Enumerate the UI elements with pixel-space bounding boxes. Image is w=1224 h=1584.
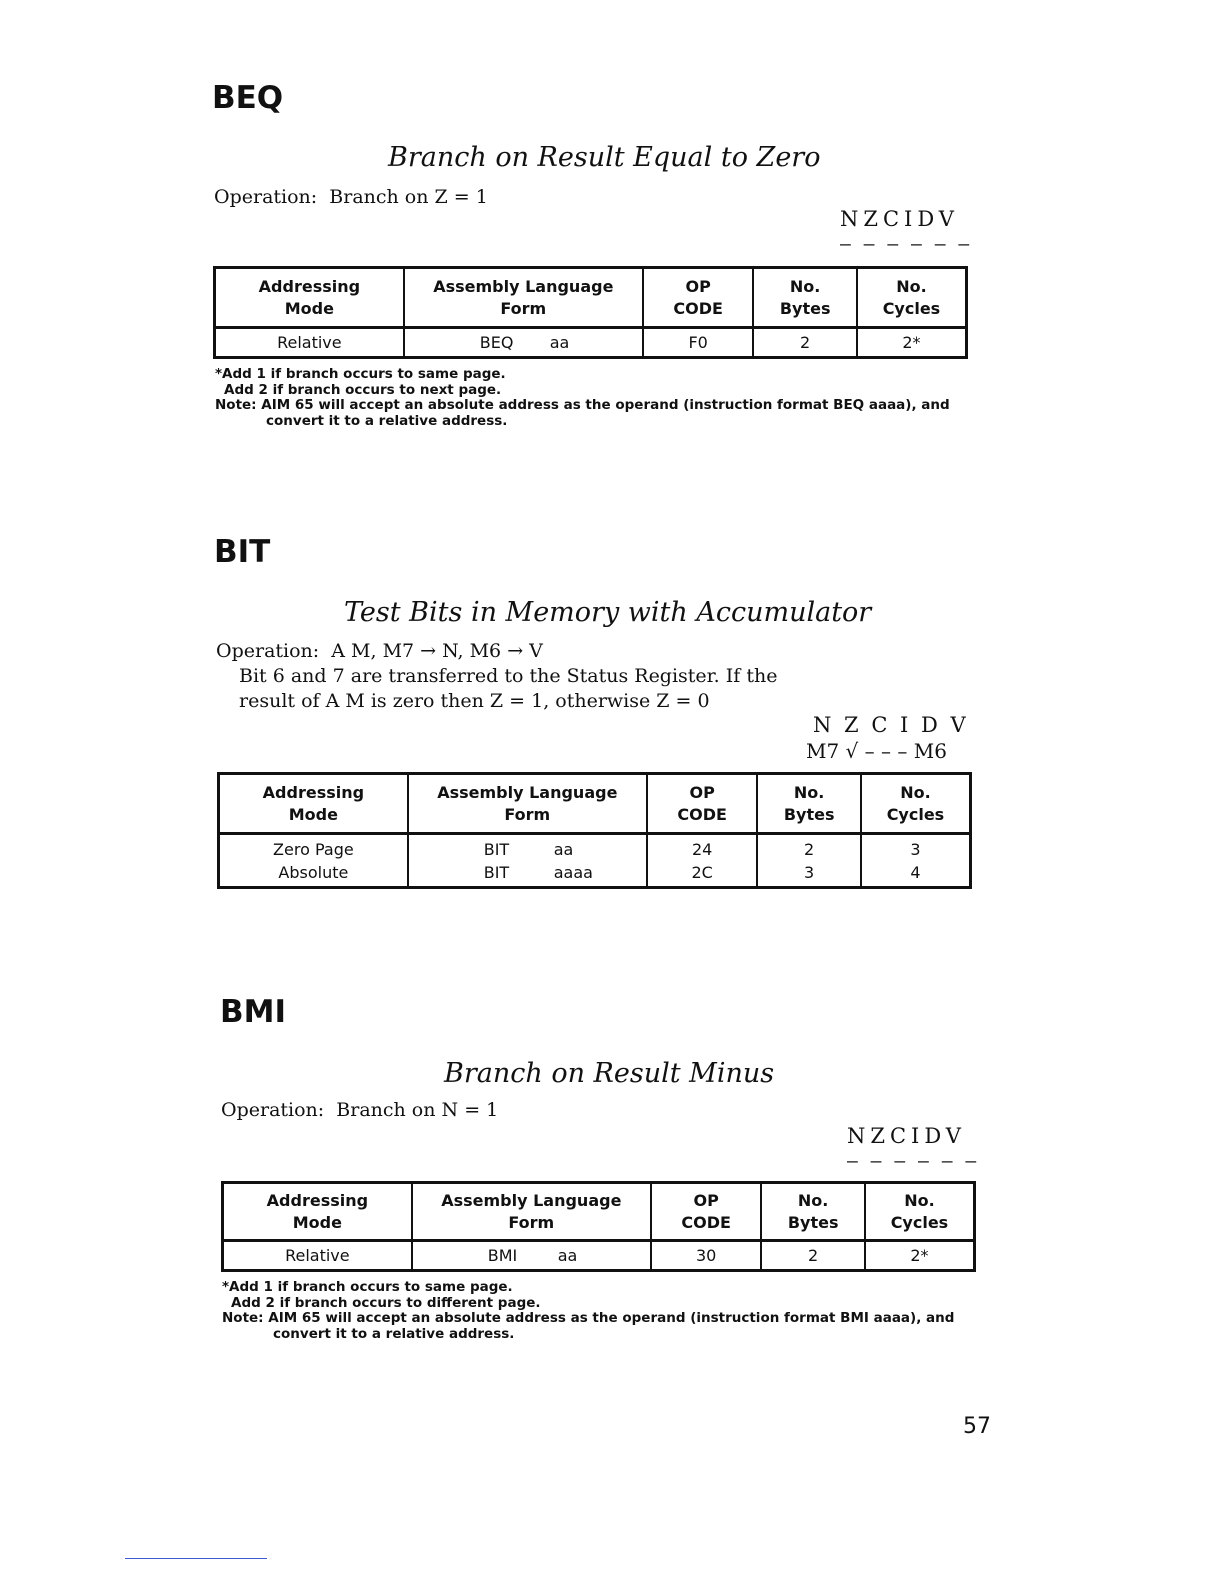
beq-flags-header: NZCIDV [840, 207, 959, 231]
bmi-heading: BMI [220, 994, 287, 1030]
beq-note-line: *Add 1 if branch occurs to same page. [215, 366, 506, 382]
cell-mode: Relative [223, 1241, 412, 1271]
header-no-bytes: No. Bytes [757, 774, 861, 834]
header-no-bytes: No. Bytes [753, 268, 857, 328]
header-addressing-mode: Addressing Mode [215, 268, 404, 328]
bmi-flags-values: – – – – – – [847, 1151, 978, 1172]
beq-operation-label: Operation: [214, 186, 318, 208]
bit-operation-label: Operation: [216, 640, 320, 662]
bmi-notes [222, 1280, 954, 1342]
header-no-cycles: No. Cycles [865, 1183, 975, 1241]
cell-cycles: 2* [865, 1241, 975, 1271]
cell-form: BEQ aa [404, 328, 643, 358]
bit-operation-text: A M, M7 → N, M6 → V [331, 640, 543, 662]
table-header-row [223, 1183, 975, 1241]
bmi-note-line: convert it to a relative address. [273, 1325, 515, 1342]
beq-notes [215, 367, 950, 429]
beq-opcode-table [213, 266, 968, 359]
beq-title: Branch on Result Equal to Zero [388, 142, 821, 173]
cell-code: 30 [651, 1241, 761, 1271]
table-header-row [219, 774, 971, 834]
bmi-note-line: Add 2 if branch occurs to different page. [231, 1294, 541, 1311]
cell-bytes: 3 [757, 861, 861, 887]
bmi-operation-text: Branch on N = 1 [336, 1099, 499, 1121]
beq-flags-values: – – – – – – [840, 234, 971, 255]
beq-operation [214, 186, 488, 208]
cell-bytes: 2 [761, 1241, 865, 1271]
bmi-operation [221, 1099, 498, 1121]
header-op-code: OP CODE [647, 774, 757, 834]
cell-cycles: 4 [861, 861, 971, 887]
cell-code: F0 [643, 328, 753, 358]
header-addressing-mode: Addressing Mode [223, 1183, 412, 1241]
table-row [223, 1241, 975, 1271]
beq-note-line: convert it to a relative address. [266, 412, 508, 429]
cell-mode: Relative [215, 328, 404, 358]
header-no-bytes: No. Bytes [761, 1183, 865, 1241]
bmi-operation-label: Operation: [221, 1099, 325, 1121]
beq-heading: BEQ [212, 80, 284, 116]
bit-description-line-1: Bit 6 and 7 are transferred to the Status Register. If the [239, 665, 778, 687]
footer-rule [125, 1558, 267, 1559]
bit-flags-values: M7 √ – – – M6 [806, 739, 947, 763]
bit-heading: BIT [214, 534, 271, 570]
cell-bytes: 2 [757, 834, 861, 862]
beq-note-line: Note: AIM 65 will accept an absolute address as the operand (instruction format BEQ aaaa), and [215, 397, 950, 413]
cell-cycles: 2* [857, 328, 967, 358]
bmi-flags-header: NZCIDV [847, 1124, 966, 1148]
header-no-cycles: No. Cycles [857, 268, 967, 328]
cell-code: 2C [647, 861, 757, 887]
bmi-opcode-table [221, 1181, 976, 1272]
bmi-title: Branch on Result Minus [444, 1058, 775, 1089]
cell-code: 24 [647, 834, 757, 862]
header-addressing-mode: Addressing Mode [219, 774, 408, 834]
header-op-code: OP CODE [643, 268, 753, 328]
cell-mode: Zero Page [219, 834, 408, 862]
cell-cycles: 3 [861, 834, 971, 862]
table-row [219, 861, 971, 887]
cell-form: BIT aa [408, 834, 647, 862]
header-assembly-form: Assembly Language Form [408, 774, 647, 834]
table-row [219, 834, 971, 862]
page-number: 57 [963, 1414, 991, 1439]
bit-opcode-table [217, 772, 972, 889]
bmi-note-line: *Add 1 if branch occurs to same page. [222, 1279, 513, 1295]
beq-note-line: Add 2 if branch occurs to next page. [224, 381, 502, 398]
bit-description-line-2: result of A M is zero then Z = 1, otherwise Z = 0 [239, 690, 710, 712]
cell-bytes: 2 [753, 328, 857, 358]
beq-operation-text: Branch on Z = 1 [329, 186, 488, 208]
table-header-row [215, 268, 967, 328]
cell-mode: Absolute [219, 861, 408, 887]
bit-operation [216, 640, 543, 662]
header-assembly-form: Assembly Language Form [412, 1183, 651, 1241]
header-assembly-form: Assembly Language Form [404, 268, 643, 328]
header-op-code: OP CODE [651, 1183, 761, 1241]
cell-form: BMI aa [412, 1241, 651, 1271]
table-row [215, 328, 967, 358]
header-no-cycles: No. Cycles [861, 774, 971, 834]
bit-title: Test Bits in Memory with Accumulator [344, 597, 872, 628]
cell-form: BIT aaaa [408, 861, 647, 887]
bit-flags-header: N Z C I D V [813, 713, 969, 737]
bmi-note-line: Note: AIM 65 will accept an absolute address as the operand (instruction format BMI aaaa), and [222, 1310, 955, 1326]
